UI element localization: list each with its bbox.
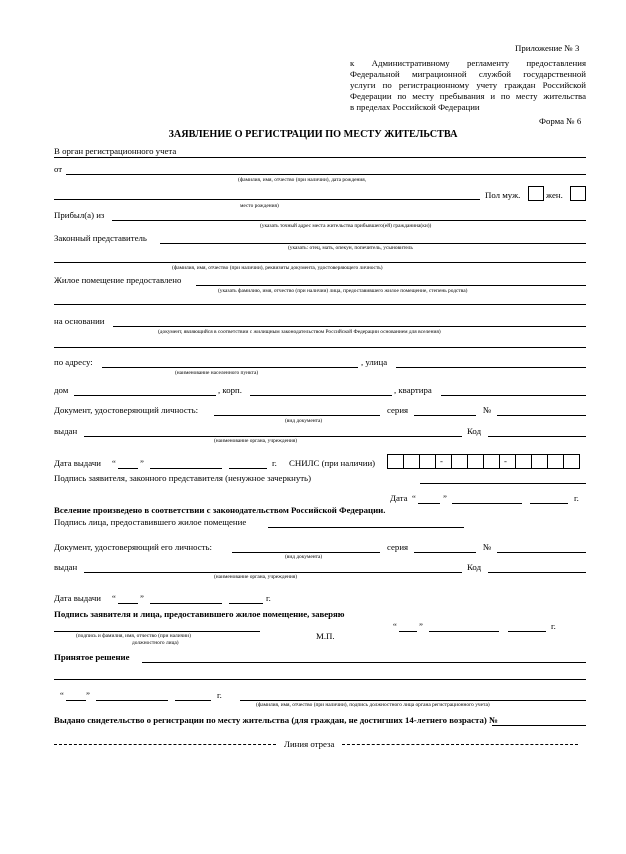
issue-date2-label: Дата выдачи (54, 593, 101, 603)
apartment-field[interactable] (441, 395, 586, 396)
sex-male-checkbox[interactable] (528, 186, 544, 201)
year-label: г. (266, 593, 271, 603)
regulation-line-4: Федерации по месту пребывания и по месту жительства (350, 91, 586, 101)
official-hint: (фамилия, имя, отчество (при наличии), подпись должностного лица органа регистрационного учета) (256, 702, 490, 708)
provider-sign-field[interactable] (268, 527, 464, 528)
decision-day-field[interactable] (66, 700, 86, 701)
issue-date-label: Дата выдачи (54, 458, 101, 468)
quote-close: ” (443, 493, 447, 503)
number-field[interactable] (497, 415, 586, 416)
form-number: Форма № 6 (539, 116, 582, 126)
appendix-label: Приложение № 3 (515, 43, 580, 53)
house-label: дом (54, 385, 69, 395)
regulation-line-3: услуги по регистрационному учету граждан Российской (350, 80, 586, 90)
arrived-hint: (указать точный адрес места жительства прибывшего(ей) гражданина(ки)) (260, 223, 432, 229)
document-title: ЗАЯВЛЕНИЕ О РЕГИСТРАЦИИ ПО МЕСТУ ЖИТЕЛЬСТВА (168, 129, 458, 140)
arrived-label: Прибыл(а) из (54, 210, 105, 220)
snils-cell[interactable] (451, 454, 468, 469)
number2-field[interactable] (497, 552, 586, 553)
legal-rep-label: Законный представитель (54, 233, 147, 243)
issued2-label: выдан (54, 562, 78, 572)
legal-rep-hint: (указать: отец, мать, опекун, попечитель, усыновитель (288, 245, 413, 251)
address-hint: (наименование населенного пункта) (175, 370, 259, 376)
year-label: г. (551, 621, 556, 631)
housing-field[interactable] (196, 285, 586, 286)
sex-female-label: жен. (546, 190, 563, 200)
issued2-field[interactable] (84, 572, 462, 573)
year-label: г. (217, 690, 222, 700)
decision-field[interactable] (142, 662, 586, 663)
snils-cell[interactable] (499, 454, 516, 469)
code2-label: Код (467, 562, 482, 572)
legal-rep-field[interactable] (160, 243, 586, 244)
cut-line-label: Линия отреза (284, 739, 335, 749)
sex-male-label: Пол муж. (485, 190, 521, 200)
certify-year-field[interactable] (508, 631, 546, 632)
cut-line-right (342, 744, 578, 745)
series2-field[interactable] (414, 552, 476, 553)
certify-hint-2: должностного лица) (132, 640, 179, 646)
apartment-label: , квартира (394, 385, 432, 395)
issue-month-field[interactable] (150, 468, 222, 469)
number-label: № (483, 405, 492, 415)
basis-hint: (документ, являющийся в соответствии с жилищным законодательством Российской Федерации основанием для вселения) (158, 329, 441, 335)
snils-cell[interactable] (419, 454, 436, 469)
decision-month-field[interactable] (96, 700, 168, 701)
street-label: , улица (361, 357, 388, 367)
year-label: г. (272, 458, 277, 468)
building-field[interactable] (250, 395, 392, 396)
snils-cell[interactable] (547, 454, 564, 469)
from-field[interactable] (66, 174, 586, 175)
quote-open: “ (112, 593, 116, 603)
certificate-number-field[interactable] (492, 725, 586, 726)
sex-female-checkbox[interactable] (570, 186, 586, 201)
issue-day-field[interactable] (118, 468, 138, 469)
snils-cell[interactable] (403, 454, 420, 469)
date-day-field[interactable] (418, 503, 440, 504)
basis-label: на основании (54, 316, 105, 326)
series2-label: серия (387, 542, 409, 552)
regulation-line-5: в пределах Российской Федерации (350, 102, 480, 112)
authority-field[interactable] (54, 157, 586, 158)
birthplace-hint: место рождения) (240, 203, 279, 209)
regulation-line-1: к Административному регламенту предоставления (350, 58, 586, 68)
id-doc-field[interactable] (214, 415, 380, 416)
authority-label: В орган регистрационного учета (54, 146, 177, 156)
date-year-field[interactable] (530, 503, 568, 504)
quote-close: ” (140, 593, 144, 603)
provider-sign-label: Подпись лица, предоставившего жилое помещение (54, 517, 247, 527)
decision-field-line-2[interactable] (54, 679, 586, 680)
stamp-label: М.П. (316, 631, 335, 641)
id-doc2-field[interactable] (232, 552, 380, 553)
issue2-day-field[interactable] (118, 603, 138, 604)
series-label: серия (387, 405, 409, 415)
from-field-line-2[interactable] (54, 199, 480, 200)
issued-hint: (наименование органа, учреждения) (214, 438, 298, 444)
housing-hint: (указать фамилию, имя, отчество (при наличии) лица, предоставившего жилое помещение, степень родства) (218, 288, 468, 294)
official-sign-field[interactable] (54, 631, 260, 632)
id-doc-label: Документ, удостоверяющий личность: (54, 405, 199, 415)
arrived-field[interactable] (112, 220, 586, 221)
quote-open: “ (112, 458, 116, 468)
quote-close: ” (419, 621, 423, 631)
address-locality-field[interactable] (102, 367, 358, 368)
decision-label: Принятое решение (54, 652, 130, 662)
snils-cell[interactable] (387, 454, 404, 469)
code-field[interactable] (488, 436, 586, 437)
certify-hint-1: (подпись и фамилия, имя, отчество (при наличии) (76, 633, 191, 639)
decision-year-field[interactable] (175, 700, 211, 701)
building-label: , корп. (218, 385, 242, 395)
certificate-label: Выдано свидетельство о регистрации по месту жительства (для граждан, не достигших 14-летнего возраста) № (54, 715, 498, 725)
issued-label: выдан (54, 426, 78, 436)
quote-open: “ (60, 690, 64, 700)
snils-cell[interactable] (467, 454, 484, 469)
applicant-sign-field[interactable] (420, 483, 586, 484)
from-hint: (фамилия, имя, отчество (при наличии), дата рождения, (238, 177, 367, 183)
issued2-hint: (наименование органа, учреждения) (214, 574, 298, 580)
legal-rep-field-line-2[interactable] (54, 262, 586, 263)
applicant-sign-label: Подпись заявителя, законного представителя (ненужное зачеркнуть) (54, 473, 312, 483)
regulation-reference (350, 58, 586, 113)
snils-cell[interactable] (435, 454, 452, 469)
from-label: от (54, 164, 63, 174)
date-label: Дата (390, 493, 408, 503)
issue2-year-field[interactable] (229, 603, 263, 604)
legal-rep-hint-2: (фамилия, имя, отчество (при наличии), реквизиты документа, удостоверяющего личность) (172, 265, 383, 271)
cut-line-left (54, 744, 276, 745)
snils-label: СНИЛС (при наличии) (289, 458, 376, 468)
settled-statement: Вселение произведено в соответствии с законодательством Российской Федерации. (54, 505, 386, 515)
code2-field[interactable] (488, 572, 586, 573)
street-field[interactable] (396, 367, 586, 368)
series-field[interactable] (414, 415, 476, 416)
snils-cell[interactable] (515, 454, 532, 469)
date-month-field[interactable] (452, 503, 522, 504)
snils-separator: - (440, 456, 443, 466)
snils-separator: - (504, 456, 507, 466)
housing-field-line-2[interactable] (54, 304, 586, 305)
id-doc-hint: (вид документа) (285, 418, 323, 424)
issued-field[interactable] (84, 436, 462, 437)
certify-statement: Подпись заявителя и лица, предоставившего жилое помещение, заверяю (54, 609, 345, 619)
quote-close: ” (86, 690, 90, 700)
quote-open: “ (393, 621, 397, 631)
basis-field[interactable] (113, 326, 586, 327)
year-label: г. (574, 493, 579, 503)
issue2-month-field[interactable] (150, 603, 222, 604)
snils-cell[interactable] (531, 454, 548, 469)
snils-cell[interactable] (563, 454, 580, 469)
quote-open: “ (412, 493, 416, 503)
certify-day-field[interactable] (399, 631, 417, 632)
address-label: по адресу: (54, 357, 93, 367)
quote-close: ” (140, 458, 144, 468)
certify-month-field[interactable] (429, 631, 499, 632)
code-label: Код (467, 426, 482, 436)
official-name-field[interactable] (240, 700, 586, 701)
house-field[interactable] (74, 395, 216, 396)
number2-label: № (483, 542, 492, 552)
id-doc2-hint: (вид документа) (285, 554, 323, 560)
issue-year-field[interactable] (229, 468, 267, 469)
id-doc2-label: Документ, удостоверяющий его личность: (54, 542, 212, 552)
basis-field-line-2[interactable] (54, 347, 586, 348)
snils-cell[interactable] (483, 454, 500, 469)
regulation-line-2: Федеральной миграционной службой государственной (350, 69, 586, 79)
housing-label: Жилое помещение предоставлено (54, 275, 182, 285)
